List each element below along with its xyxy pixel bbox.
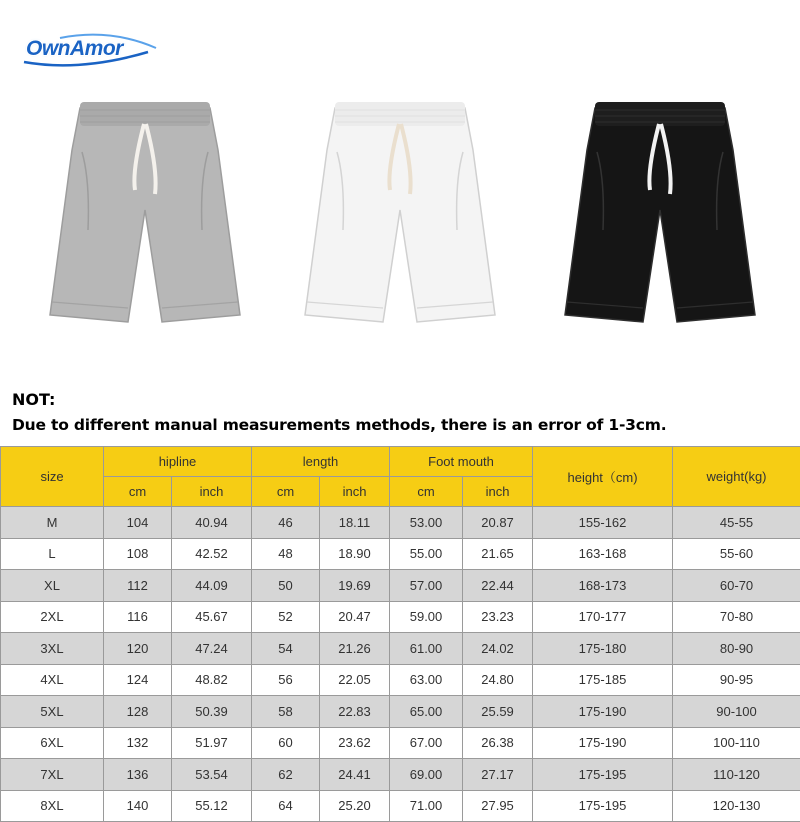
table-row bbox=[1, 601, 800, 633]
cell-height: 175-190 bbox=[533, 727, 673, 759]
cell-weight: 100-110 bbox=[673, 727, 800, 759]
cell-size: 6XL bbox=[1, 727, 104, 759]
cell-foot-inch: 23.23 bbox=[463, 601, 533, 633]
cell-size: 8XL bbox=[1, 790, 104, 822]
cell-hip-inch: 48.82 bbox=[172, 664, 252, 696]
cell-hip-inch: 50.39 bbox=[172, 696, 252, 728]
cell-weight: 55-60 bbox=[673, 538, 800, 570]
cell-hip-inch: 51.97 bbox=[172, 727, 252, 759]
cell-length-cm: 46 bbox=[252, 507, 320, 539]
white-shorts-image bbox=[295, 90, 505, 340]
cell-hip-cm: 136 bbox=[104, 759, 172, 791]
cell-hip-inch: 47.24 bbox=[172, 633, 252, 665]
shorts-icon bbox=[555, 90, 765, 340]
cell-length-cm: 50 bbox=[252, 570, 320, 602]
cell-weight: 60-70 bbox=[673, 570, 800, 602]
cell-size: 7XL bbox=[1, 759, 104, 791]
cell-weight: 45-55 bbox=[673, 507, 800, 539]
table-row bbox=[1, 696, 800, 728]
cell-foot-inch: 22.44 bbox=[463, 570, 533, 602]
cell-hip-cm: 108 bbox=[104, 538, 172, 570]
cell-hip-cm: 104 bbox=[104, 507, 172, 539]
cell-length-inch: 18.90 bbox=[320, 538, 390, 570]
cell-foot-cm: 63.00 bbox=[390, 664, 463, 696]
cell-length-inch: 21.26 bbox=[320, 633, 390, 665]
black-shorts-image bbox=[555, 90, 765, 340]
cell-foot-cm: 69.00 bbox=[390, 759, 463, 791]
cell-length-cm: 58 bbox=[252, 696, 320, 728]
cell-foot-inch: 25.59 bbox=[463, 696, 533, 728]
cell-height: 175-195 bbox=[533, 790, 673, 822]
cell-length-cm: 48 bbox=[252, 538, 320, 570]
cell-hip-inch: 44.09 bbox=[172, 570, 252, 602]
logo-text: OwnAmor bbox=[26, 37, 123, 61]
cell-size: 4XL bbox=[1, 664, 104, 696]
header-hipline: hipline bbox=[104, 447, 252, 477]
cell-height: 170-177 bbox=[533, 601, 673, 633]
cell-foot-inch: 21.65 bbox=[463, 538, 533, 570]
cell-length-cm: 62 bbox=[252, 759, 320, 791]
cell-hip-inch: 53.54 bbox=[172, 759, 252, 791]
table-row bbox=[1, 759, 800, 791]
cell-size: M bbox=[1, 507, 104, 539]
cell-height: 155-162 bbox=[533, 507, 673, 539]
note-title: NOT: bbox=[12, 390, 55, 409]
cell-foot-inch: 24.80 bbox=[463, 664, 533, 696]
cell-weight: 90-100 bbox=[673, 696, 800, 728]
cell-hip-cm: 128 bbox=[104, 696, 172, 728]
cell-length-cm: 52 bbox=[252, 601, 320, 633]
subheader-cm: cm bbox=[104, 477, 172, 507]
cell-weight: 70-80 bbox=[673, 601, 800, 633]
table-row bbox=[1, 570, 800, 602]
table-row bbox=[1, 664, 800, 696]
subheader-inch: inch bbox=[172, 477, 252, 507]
cell-hip-cm: 116 bbox=[104, 601, 172, 633]
cell-foot-inch: 20.87 bbox=[463, 507, 533, 539]
subheader-inch: inch bbox=[463, 477, 533, 507]
cell-foot-inch: 26.38 bbox=[463, 727, 533, 759]
header-length: length bbox=[252, 447, 390, 477]
cell-length-cm: 64 bbox=[252, 790, 320, 822]
grey-shorts-image bbox=[40, 90, 250, 340]
shorts-icon bbox=[40, 90, 250, 340]
cell-weight: 110-120 bbox=[673, 759, 800, 791]
subheader-inch: inch bbox=[320, 477, 390, 507]
header-size: size bbox=[1, 447, 104, 507]
cell-size: L bbox=[1, 538, 104, 570]
cell-height: 175-190 bbox=[533, 696, 673, 728]
cell-length-cm: 56 bbox=[252, 664, 320, 696]
table-header-row bbox=[1, 447, 800, 477]
cell-weight: 80-90 bbox=[673, 633, 800, 665]
cell-hip-inch: 55.12 bbox=[172, 790, 252, 822]
subheader-cm: cm bbox=[252, 477, 320, 507]
cell-foot-inch: 27.17 bbox=[463, 759, 533, 791]
cell-hip-cm: 120 bbox=[104, 633, 172, 665]
cell-length-cm: 54 bbox=[252, 633, 320, 665]
cell-height: 168-173 bbox=[533, 570, 673, 602]
cell-length-inch: 23.62 bbox=[320, 727, 390, 759]
cell-foot-cm: 53.00 bbox=[390, 507, 463, 539]
cell-length-inch: 18.11 bbox=[320, 507, 390, 539]
cell-size: 3XL bbox=[1, 633, 104, 665]
cell-weight: 90-95 bbox=[673, 664, 800, 696]
table-row bbox=[1, 727, 800, 759]
note-text: Due to different manual measurements methods, there is an error of 1-3cm. bbox=[12, 416, 666, 434]
cell-length-inch: 22.83 bbox=[320, 696, 390, 728]
cell-foot-cm: 59.00 bbox=[390, 601, 463, 633]
header-weight: weight(kg) bbox=[673, 447, 800, 507]
cell-foot-inch: 27.95 bbox=[463, 790, 533, 822]
cell-length-inch: 24.41 bbox=[320, 759, 390, 791]
subheader-cm: cm bbox=[390, 477, 463, 507]
cell-foot-cm: 65.00 bbox=[390, 696, 463, 728]
cell-foot-cm: 57.00 bbox=[390, 570, 463, 602]
cell-foot-cm: 61.00 bbox=[390, 633, 463, 665]
header-height: height（cm) bbox=[533, 447, 673, 507]
cell-hip-cm: 140 bbox=[104, 790, 172, 822]
cell-size: 5XL bbox=[1, 696, 104, 728]
cell-foot-inch: 24.02 bbox=[463, 633, 533, 665]
cell-length-cm: 60 bbox=[252, 727, 320, 759]
cell-length-inch: 20.47 bbox=[320, 601, 390, 633]
cell-weight: 120-130 bbox=[673, 790, 800, 822]
cell-height: 163-168 bbox=[533, 538, 673, 570]
cell-height: 175-180 bbox=[533, 633, 673, 665]
table-row bbox=[1, 538, 800, 570]
cell-hip-cm: 112 bbox=[104, 570, 172, 602]
cell-size: XL bbox=[1, 570, 104, 602]
cell-hip-cm: 124 bbox=[104, 664, 172, 696]
cell-length-inch: 25.20 bbox=[320, 790, 390, 822]
cell-hip-cm: 132 bbox=[104, 727, 172, 759]
cell-foot-cm: 55.00 bbox=[390, 538, 463, 570]
shorts-icon bbox=[295, 90, 505, 340]
size-chart-table bbox=[0, 446, 800, 822]
cell-hip-inch: 42.52 bbox=[172, 538, 252, 570]
cell-foot-cm: 67.00 bbox=[390, 727, 463, 759]
cell-foot-cm: 71.00 bbox=[390, 790, 463, 822]
cell-size: 2XL bbox=[1, 601, 104, 633]
table-row bbox=[1, 507, 800, 539]
brand-logo bbox=[20, 32, 160, 68]
cell-hip-inch: 40.94 bbox=[172, 507, 252, 539]
table-row bbox=[1, 790, 800, 822]
cell-hip-inch: 45.67 bbox=[172, 601, 252, 633]
table-row bbox=[1, 633, 800, 665]
cell-length-inch: 22.05 bbox=[320, 664, 390, 696]
cell-length-inch: 19.69 bbox=[320, 570, 390, 602]
header-foot-mouth: Foot mouth bbox=[390, 447, 533, 477]
cell-height: 175-185 bbox=[533, 664, 673, 696]
cell-height: 175-195 bbox=[533, 759, 673, 791]
